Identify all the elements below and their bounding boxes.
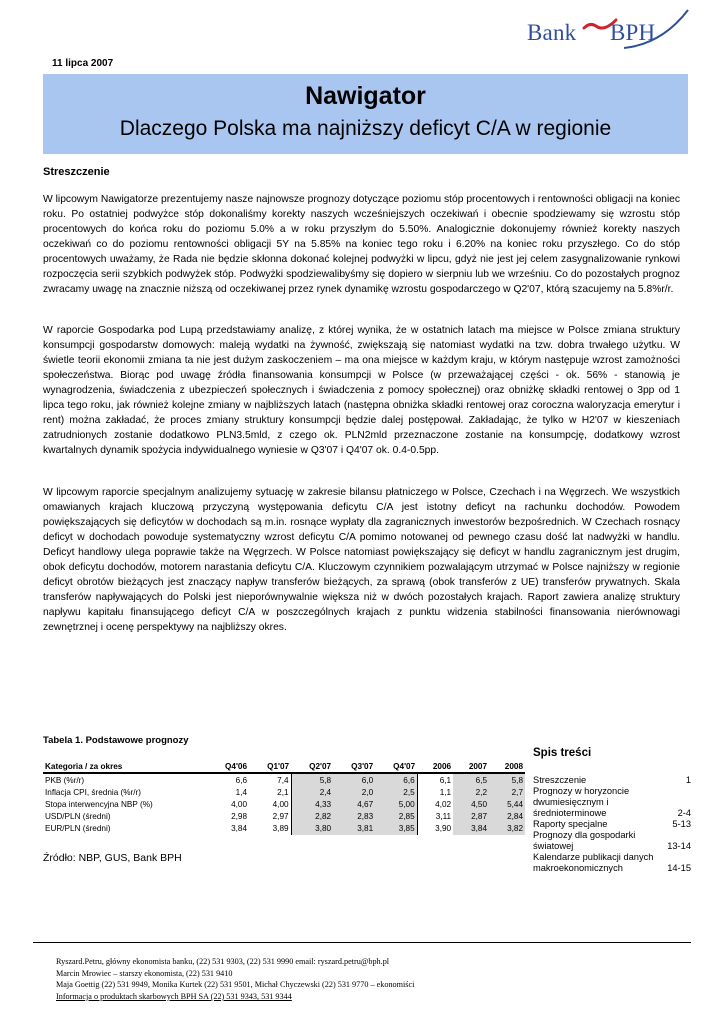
forecast-table — [43, 760, 525, 835]
toc-item-page: 2-4 — [677, 808, 691, 818]
toc-item-page: 14-15 — [667, 863, 691, 873]
table-cell: 4,33 — [291, 798, 333, 810]
toc-item-page: 1 — [685, 775, 691, 785]
table-row — [43, 786, 525, 798]
table-cell: 3,11 — [435, 812, 452, 822]
report-date: 11 lipca 2007 — [52, 58, 114, 69]
toc-item[interactable] — [533, 819, 693, 830]
row-label: USD/PLN (średni) — [45, 812, 111, 822]
page-subtitle: Dlaczego Polska ma najniższy deficyt C/A w regionie — [119, 117, 612, 140]
toc-item-title: Prognozy w horyzoncie dwumiesięcznym i średnioterminowe — [533, 786, 630, 818]
table-cell: 2,97 — [249, 811, 291, 823]
table-cell: 3,84 — [231, 824, 248, 834]
bank-bph-logo — [519, 8, 691, 54]
table-cell: 2,87 — [453, 811, 489, 823]
column-header: 2007 — [453, 760, 489, 773]
table-cell: 2,1 — [249, 786, 291, 798]
footer-line: Ryszard.Petru, główny ekonomista banku, (22) 531 9303, (22) 531 9990 email: ryszard.petru@bph.pl — [56, 957, 390, 966]
table-row — [43, 811, 525, 823]
table-cell: 3,89 — [249, 823, 291, 835]
logo-text-bph: BPH — [610, 20, 656, 45]
footer-line: Maja Goettig (22) 531 9949, Monika Kurtek (22) 531 9501, Michał Chyczewski (22) 531 9770 – ekonomiści — [56, 980, 415, 990]
summary-heading: Streszczenie — [43, 166, 110, 178]
table-cell: 6,1 — [439, 775, 452, 785]
table-cell: 3,82 — [489, 823, 525, 835]
summary-paragraph: W raporcie Gospodarka pod Lupą przedstawiamy analizę, z której wynika, że w ostatnich latach ma miejsce w Polsce zmiana struktury konsumpcji gospodarstw domowych: maleją wydatki na żywność, zwiększają się natomiast wydatki na tzw. dobra trwałego użytku. W świetle teorii ekonomii zmiana ta nie jest dużym zaskoczeniem – ma ona miejsce w każdym kraju, w którym następuje wzrost zamożności społeczeństwa. Biorąc pod uwagę źródła finansowania konsumpcji w Polsce (w przeważającej części - ok. 56% - stanowią je wynagrodzenia, świadczenia z ubezpieczeń społecznych i świadczenia z pomocy społecznej) oraz obniżkę składki rentowej o 3pp od 1 lipca tego roku, jak również kolejne zmiany w najbliższych latach (następna obniżka składki rentowej oraz coroczna waloryzacja emerytur i rent) można zakładać, że proces zmiany struktury konsumpcji będzie dalej postępował. Zakładając, że tylko w H2'07 w kieszeniach zatrudnionych zostanie dodatkowo PLN3.5mld, z czego ok. PLN2mld przeznaczone zostanie na konsumpcję, dodatkowy wzrost kwartalnych dynamik spożycia indywidualnego wyniesie w Q3'07 i Q4'07 ok. 0.4-0.5pp. — [43, 325, 680, 456]
toc-heading: Spis treści — [533, 747, 592, 759]
summary-paragraph: W lipcowym Nawigatorze prezentujemy nasze najnowsze prognozy dotyczące poziomu stóp procentowych i rentowności obligacji na koniec roku. Po ostatniej podwyżce stóp dokonaliśmy korekty naszych wcześniejszych oczekiwań i obecnie spodziewamy się wzrostu stóp procentowych do końca roku do poziomu 5.0% a w roku przyszłym do 5.50%. Analogicznie dokonujemy również korekty naszych oczekiwań co do poziomu rentowności obligacji 5Y na 5.85% na koniec tego roku i 6.20% na koniec roku przyszłego. Co do stóp procentowych uważamy, że Rada nie będzie skłonna dokonać kolejnej podwyżki w lipcu, gdyż nie jest jej celem zasygnalizowanie rynkowi rozpoczęcia serii szybkich podwyżek stóp. Podwyżki spodziewalibyśmy się dopiero w sierpniu lub we wrześniu. Co do pozostałych prognoz zwracamy uwagę na znacznie niższą od oczekiwanej przez rynek dynamikę wzrostu gospodarczego w Q2'07, którą szacujemy na 5.8%r/r. — [43, 194, 680, 295]
row-label: EUR/PLN (średni) — [45, 824, 111, 834]
logo-text-bank: Bank — [527, 20, 577, 45]
table-cell: 2,4 — [291, 786, 333, 798]
table-cell: 2,83 — [333, 811, 375, 823]
table-row — [43, 773, 525, 786]
table-cell: 6,0 — [333, 773, 375, 786]
toc-item-page: 13-14 — [667, 841, 691, 851]
row-label: PKB (%r/r) — [45, 775, 85, 785]
toc-item-title: Raporty specjalne — [533, 819, 608, 829]
table-cell: 2,82 — [291, 811, 333, 823]
toc-item[interactable] — [533, 830, 693, 852]
table-cell: 3,85 — [375, 823, 417, 835]
table-cell: 1,1 — [439, 787, 452, 797]
table-header-row — [43, 760, 525, 773]
forecast-table-title: Tabela 1. Podstawowe prognozy — [43, 735, 189, 746]
table-cell: 7,4 — [249, 773, 291, 786]
table-cell: 2,85 — [375, 811, 417, 823]
table-source-note: Źródło: NBP, GUS, Bank BPH — [43, 852, 182, 864]
table-cell: 5,8 — [291, 773, 333, 786]
table-cell: 6,5 — [453, 773, 489, 786]
column-header-category: Kategoria / za okres — [43, 760, 207, 773]
footer-info-link[interactable]: Informacja o produktach skarbowych BPH SA (22) 531 9343, 531 9344 — [56, 991, 292, 1001]
table-row — [43, 798, 525, 810]
summary-paragraph: W lipcowym raporcie specjalnym analizujemy sytuację w zakresie bilansu płatniczego w Polsce, Czechach i na Węgrzech. We wszystkich omawianych krajach kluczową przyczyną występowania deficytu C/A jest istotny deficyt na rachunku dochodów. Powodem powiększających się deficytów w dochodach są m.in. rosnące wypłaty dla zagranicznych inwestorów bezpośrednich. W Czechach rosnący deficyt w dochodach powoduje systematyczny wzrost deficytu C/A pomimo notowanej od pewnego czasu dość lat nadwyżki w handlu. Deficyt handlowy ulega poprawie także na Węgrzech. W Polsce natomiast powiększający się deficyt w handlu zagranicznym jest drugim, obok deficytu dochodów, motorem narastania deficytu C/A. Kluczowym czynnikiem pozwalającym utrzymać w Polsce najniższy w regionie deficyt obrotów bieżących jest znaczący napływ transferów bieżących, za sprawą (obok transferów z UE) transferów prywatnych. Skala transferów napływających do Polski jest nieporównywalnie większa niż w dwóch pozostałych krajach. Raport zawiera analizę struktury napływu kapitału finansującego deficyt C/A w poszczególnych krajach z punktu widzenia stabilności finansowania nierównowagi zewnętrznej i ocenę perspektywy na najbliższy okres. — [43, 487, 680, 633]
table-cell: 2,0 — [333, 786, 375, 798]
table-row — [43, 823, 525, 835]
page-title: Nawigator — [305, 82, 426, 110]
table-cell: 2,5 — [375, 786, 417, 798]
footer-line: Marcin Mrowiec – starszy ekonomista, (22) 531 9410 — [56, 968, 233, 978]
table-cell: 2,98 — [231, 812, 248, 822]
table-cell: 1,4 — [235, 787, 248, 797]
toc-item-page: 5-13 — [672, 819, 691, 829]
table-cell: 2,2 — [453, 786, 489, 798]
column-header: Q4'07 — [375, 760, 417, 773]
column-header: Q3'07 — [333, 760, 375, 773]
table-cell: 3,90 — [435, 824, 452, 834]
toc-item-title: Streszczenie — [533, 775, 587, 785]
toc-item[interactable] — [533, 786, 693, 819]
column-header: 2008 — [489, 760, 525, 773]
table-cell: 3,84 — [453, 823, 489, 835]
toc-item-title: Kalendarze publikacji danych makroekonomicznych — [533, 852, 654, 873]
table-cell: 4,00 — [249, 798, 291, 810]
toc-item[interactable] — [533, 852, 693, 874]
column-header: Q2'07 — [291, 760, 333, 773]
table-cell: 4,50 — [453, 798, 489, 810]
column-header: Q1'07 — [249, 760, 291, 773]
toc-item[interactable] — [533, 775, 693, 786]
footer-contacts — [56, 956, 414, 1002]
table-cell: 5,00 — [375, 798, 417, 810]
row-label: Inflacja CPI, średnia (%r/r) — [45, 787, 142, 797]
table-cell: 4,00 — [231, 799, 248, 809]
table-cell: 4,02 — [435, 799, 452, 809]
column-header: 2006 — [417, 760, 453, 773]
table-cell: 2,7 — [489, 786, 525, 798]
table-cell: 6,6 — [235, 775, 248, 785]
column-header: Q4'06 — [207, 760, 249, 773]
toc-item-title: Prognozy dla gospodarki światowej — [533, 830, 636, 851]
row-label: Stopa interwencyjna NBP (%) — [45, 799, 153, 809]
table-cell: 6,6 — [375, 773, 417, 786]
table-of-contents — [533, 775, 693, 874]
table-cell: 2,84 — [489, 811, 525, 823]
table-cell: 3,80 — [291, 823, 333, 835]
footer-divider — [33, 942, 691, 943]
table-cell: 4,67 — [333, 798, 375, 810]
table-cell: 5,44 — [489, 798, 525, 810]
table-cell: 3,81 — [333, 823, 375, 835]
table-cell: 5,8 — [489, 773, 525, 786]
